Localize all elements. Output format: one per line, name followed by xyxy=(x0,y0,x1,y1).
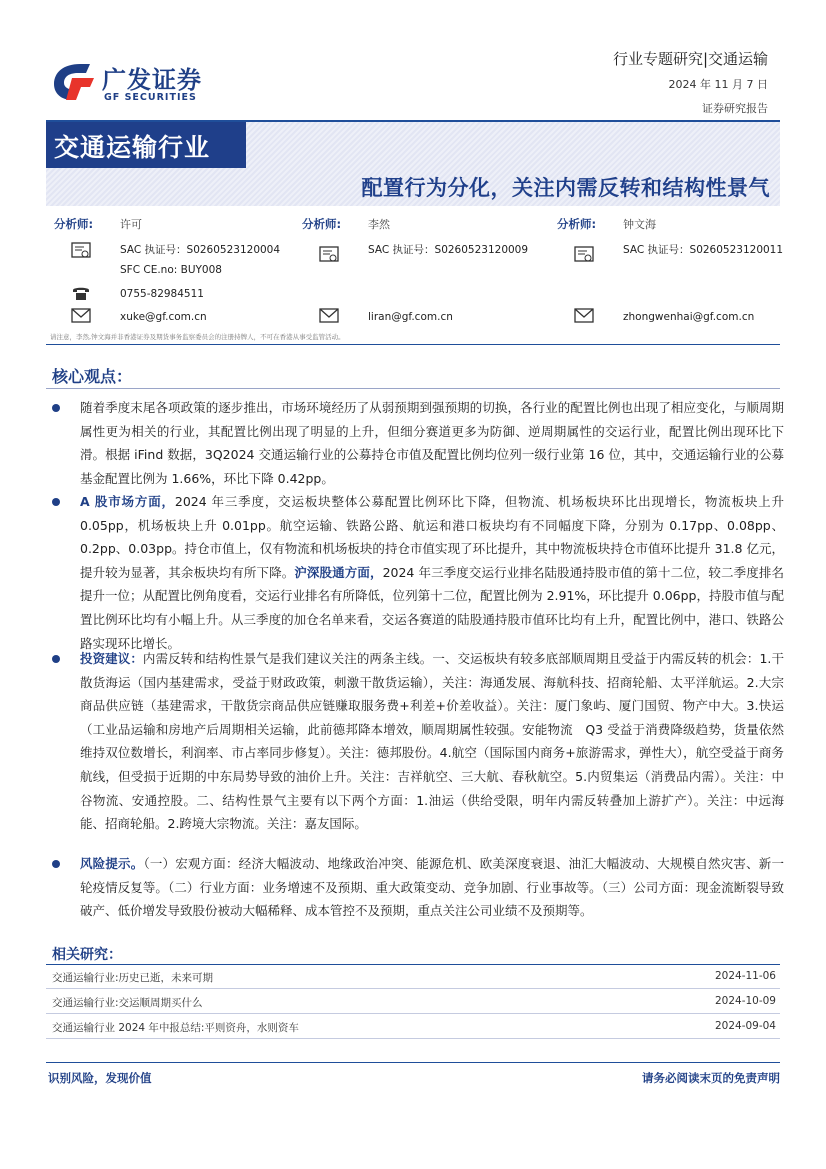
related-item-date: 2024-10-09 xyxy=(714,995,776,1007)
phone-icon xyxy=(70,284,92,302)
connect-text: 2024 年三季度交运行业排名陆股通持股市值的第十二位，较二季度排名提升一位；从配置比例角度看，交运行业排名有所降低，位列第十二位，配置比例为 2.91%，环比提升 0.06pp，持股市值与配置比例环比均有小幅上升。从三季度的加仓名单来看，交运各赛道的陆股通持股市值环比均有上升，配置比例中，港口、铁路公路实现环比增长。 xyxy=(80,564,784,651)
email-address[interactable]: zhongwenhai@gf.com.cn xyxy=(623,311,755,323)
analyst-name: 许可 xyxy=(120,218,142,231)
email-address[interactable]: liran@gf.com.cn xyxy=(368,311,453,323)
related-item-title: 交通运输行业:历史已逝，未来可期 xyxy=(52,972,214,984)
certificate-icon xyxy=(318,246,340,264)
analyst-label: 分析师: xyxy=(557,217,597,231)
header-meta xyxy=(613,48,768,116)
advice-heading: 投资建议： xyxy=(80,651,143,666)
footer-disclaimer[interactable]: 请务必阅读末页的免责声明 xyxy=(642,1071,780,1085)
bullet-icon xyxy=(52,860,60,868)
related-item[interactable] xyxy=(46,964,780,989)
bullet-icon xyxy=(52,498,60,506)
sac-number: SAC 执证号：S0260523120009 xyxy=(368,244,529,256)
core-paragraph-4 xyxy=(80,852,784,923)
sac-number: SAC 执证号：S0260523120004 xyxy=(120,244,281,256)
risk-text: （一）宏观方面：经济大幅波动、地缘政治冲突、能源危机、欧美深度衰退、油汇大幅波动、大规模自然灾害、新一轮疫情反复等。（二）行业方面：业务增速不及预期、重大政策变动、竞争加剧、行业事故等。（三）公司方面：现金流断裂导致破产、低价增发导致股份被动大幅稀释、成本管控不及预期，重点关注公司业绩不及预期等。 xyxy=(80,856,784,919)
sac-number: SAC 执证号：S0260523120011 xyxy=(623,244,784,256)
certificate-icon xyxy=(70,242,92,260)
connect-heading: 沪深股通方面， xyxy=(294,564,383,580)
logo-english: GF SECURITIES xyxy=(104,92,197,103)
core-paragraph-1: 随着季度末尾各项政策的逐步推出，市场环境经历了从弱预期到强预期的切换，各行业的配置比例也出现了相应变化，与顺周期属性更为相关的行业，其配置比例出现了明显的上升，但细分赛道更多为防御、逆周期属性的交运行业，配置比例出现环比下滑。根据 iFind 数据，3Q2024 交通运输行业的公募持仓市值及配置比例均位列一级行业第 16 位，其中，交通运输行业的公募基金配置比例为 1.66%，环比下降 0.42pp。 xyxy=(80,400,784,486)
advice-text: 内需反转和结构性景气是我们建议关注的两条主线。一、交运板块有较多底部顺周期且受益于内需反转的机会：1.干散货海运（国内基建需求，受益于财政政策，刺激干散货运输），关注：海通发展、海航科技、招商轮船、太平洋航运。2.大宗商品供应链（基建需求，干散货宗商品供应链赚取服务费+利差+价差收益）。关注：厦门象屿、厦门国贸、物产中大。3.快运（工业品运输和房地产后周期相关运输，此前德邦降本增效，顺周期属性较强。安能物流 Q3 受益于消费降级趋势，货量依然维持双位数增长，利润率、市占率同步修复）。关注：德邦股份。4.航空（国际国内商务+旅游需求，弹性大），航空受益于商务航线，但受损于近期的中东局势导致的油价上升。关注：吉祥航空、三大航、春秋航空。5.内贸集运（消费品内需）。关注：中谷物流、安通控股。二、结构性景气主要有以下两个方面：1.油运（供给受限，明年内需反转叠加上游扩产）。关注：中远海能、招商轮船。2.跨境大宗物流。关注：嘉友国际。 xyxy=(80,651,784,832)
related-item-title: 交通运输行业:交运顺周期买什么 xyxy=(52,997,203,1009)
related-title: 相关研究： xyxy=(52,947,122,963)
related-item-title: 交通运输行业 2024 年中报总结:平则资舟，水则资车 xyxy=(52,1022,299,1034)
core-paragraph-3 xyxy=(80,647,784,836)
email-icon xyxy=(318,307,340,325)
license-note: 请注意，李然,钟文海并非香港证券及期货事务监察委员会的注册持牌人，不可在香港从事受监管活动。 xyxy=(50,333,345,341)
core-paragraph-2 xyxy=(80,490,784,655)
gf-logo xyxy=(50,58,220,108)
related-item-date: 2024-11-06 xyxy=(714,970,776,982)
email-address[interactable]: xuke@gf.com.cn xyxy=(120,311,207,323)
phone-number: 0755-82984511 xyxy=(120,288,204,300)
analyst-label: 分析师: xyxy=(302,217,342,231)
report-kind: 证券研究报告 xyxy=(702,102,768,115)
risk-heading: 风险提示。 xyxy=(80,856,144,871)
certificate-icon xyxy=(573,246,595,264)
bullet-icon xyxy=(52,404,60,412)
sfc-number: SFC CE.no: BUY008 xyxy=(120,264,222,276)
related-item[interactable] xyxy=(46,1014,780,1039)
a-share-heading: A 股市场方面， xyxy=(80,494,175,509)
analyst-name: 钟文海 xyxy=(623,218,656,231)
footer-divider xyxy=(46,1062,780,1063)
analyst-name: 李然 xyxy=(368,218,390,231)
a-share-text: 2024 年三季度，交运板块整体公募配置比例环比下降，但物流、机场板块环比出现增长，物流板块上升 0.05pp，机场板块上升 0.01pp。航空运输、铁路公路、航运和港口板块均有不同幅度下降，分别为 0.17pp、0.08pp、0.2pp、0.03pp。持仓市值上，仅有物流和机场板块的持仓市值实现了环比提升，其中物流板块持仓市值环比提升 31.8 亿元，提升较为显著，其余板块均有所下降。 xyxy=(80,494,784,580)
email-icon xyxy=(70,307,92,325)
footer-slogan: 识别风险，发现价值 xyxy=(48,1071,152,1085)
logo-chinese: 广发证券 xyxy=(102,66,202,94)
report-title: 配置行为分化，关注内需反转和结构性景气 xyxy=(361,176,770,200)
industry-name: 交通运输行业 xyxy=(54,133,211,162)
gf-logo-icon xyxy=(50,60,98,104)
report-type: 行业专题研究|交通运输 xyxy=(612,50,768,68)
related-item[interactable] xyxy=(46,989,780,1014)
analyst-label: 分析师: xyxy=(54,217,94,231)
bullet-icon xyxy=(52,655,60,663)
analyst-divider xyxy=(46,344,780,345)
report-date: 2024 年 11 月 7 日 xyxy=(668,78,768,91)
core-title: 核心观点： xyxy=(52,367,133,386)
related-item-date: 2024-09-04 xyxy=(714,1020,776,1032)
email-icon xyxy=(573,307,595,325)
core-title-rule xyxy=(46,388,780,389)
